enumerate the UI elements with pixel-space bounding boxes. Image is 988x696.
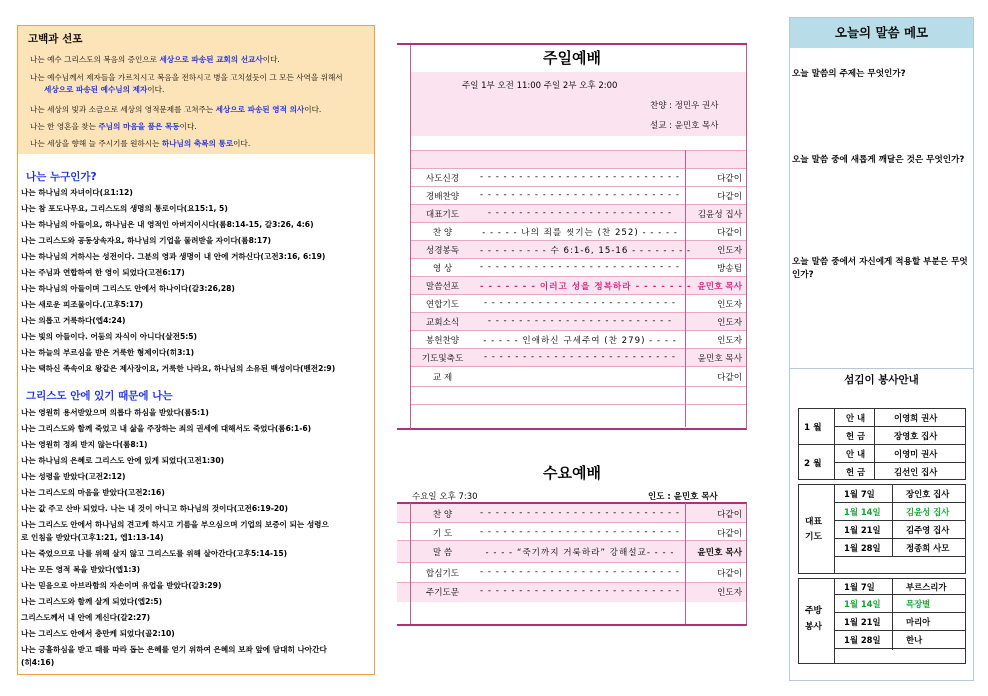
sunday-choir: 찬양 : 정민우 권사 xyxy=(650,101,719,111)
table-right-edge xyxy=(746,45,747,429)
right-panel xyxy=(789,17,974,681)
wed-item-person: 다같이 xyxy=(717,510,742,520)
because-line: 나는 그리스도와 함께 죽었고 내 삶을 주장하는 죄의 권세에 대해서도 죽었다(롬6:1-6) xyxy=(21,424,312,433)
who-line: 나는 하나님의 자녀이다(요1:12) xyxy=(21,188,133,197)
who-line: 나는 의롭고 거룩하다(엡4:24) xyxy=(21,316,126,325)
wednesday-bottom-rule xyxy=(397,624,747,626)
because-line: 나는 그리스도 안에서 하나님의 견고케 하시고 기름을 부으심으며 기업의 보증이 되는 성령으 xyxy=(21,520,329,529)
sunday-item-person: 다같이 xyxy=(717,228,742,238)
memo-question-3: 오늘 말씀 중에서 자신에게 적용할 부분은 무엇인가? xyxy=(792,257,968,280)
because-line: 나는 그리스도와 함께 살게 되었다(엡2:5) xyxy=(21,597,163,606)
sunday-item-label: 말씀선포 xyxy=(425,282,460,292)
divider xyxy=(834,648,966,649)
confession-box xyxy=(18,26,374,154)
because-line: 나는 그리스도의 마음을 받았다(고전2:16) xyxy=(21,488,165,497)
prayer-label: 기도 xyxy=(805,532,822,542)
sunday-title: 주일예배 xyxy=(543,49,601,67)
sunday-item-label: 대표기도 xyxy=(425,210,460,220)
sunday-item-detail: - - - - - 인애하신 구세주여 (찬 279) - - - - xyxy=(483,336,677,346)
sunday-time: 주일 1부 오전 11:00 주일 2부 오후 2:00 xyxy=(462,81,618,91)
wednesday-time: 수요일 오후 7:30 xyxy=(412,492,478,502)
because-title: 그리스도 안에 있기 때문에 나는 xyxy=(26,390,173,402)
sunday-item-detail: - - - - - - - - - - - - - - - - - - - - - - - - xyxy=(487,208,673,218)
sunday-item-person: 인도자 xyxy=(717,336,742,346)
left-panel xyxy=(17,25,375,675)
wed-item-detail: - - - - - - - - - - - - - - - - - - - - - - - - - - xyxy=(480,527,680,537)
table-rule xyxy=(410,168,747,169)
table-rule xyxy=(397,522,747,523)
table-rule xyxy=(410,386,747,387)
sunday-item-person: 다같이 xyxy=(717,192,742,202)
because-line: 나는 영원히 정죄 받지 않는다(롬8:1) xyxy=(21,440,148,449)
sunday-item-label: 영 상 xyxy=(432,264,453,274)
prayer-date: 1월 21일 xyxy=(844,525,881,535)
because-line: 나는 하나님의 은혜로 그리스도 안에 있게 되었다(고전1:30) xyxy=(21,456,225,465)
wed-col-divider xyxy=(685,503,686,624)
who-line: 나는 택하신 족속이요 왕같은 제사장이요, 거룩한 나라요, 하나님의 소유된 백성이다(벧전2:9) xyxy=(21,364,336,373)
who-title: 나는 누구인가? xyxy=(26,171,97,183)
kitchen-label: 봉사 xyxy=(805,622,822,632)
wednesday-leader: 인도 : 윤민호 목사 xyxy=(648,492,718,502)
wed-item-label: 찬 양 xyxy=(432,510,453,520)
table-rule xyxy=(410,294,747,295)
divider xyxy=(834,426,966,427)
confession-line: 나는 세상을 향해 늘 주시기를 원하시는 하나님의 축복의 통로이다. xyxy=(30,139,251,148)
table-rule xyxy=(410,186,747,187)
sunday-item-detail: - - - - - - - - - - - - - - - - - - - - - - - - - - xyxy=(480,172,680,182)
service-role: 안 내 xyxy=(846,449,866,459)
kitchen-name: 한나 xyxy=(906,635,923,645)
table-rule xyxy=(410,330,747,331)
sunday-item-person: 인도자 xyxy=(717,300,742,310)
service-role: 헌 금 xyxy=(846,431,866,441)
divider xyxy=(834,594,966,595)
month-2-label: 2 월 xyxy=(804,459,822,469)
sunday-item-label: 사도신경 xyxy=(425,174,460,184)
wed-item-person: 다같이 xyxy=(717,529,742,539)
service-name: 장영호 집사 xyxy=(894,431,938,441)
divider xyxy=(798,444,966,445)
sunday-item-label: 찬 양 xyxy=(432,228,453,238)
sunday-item-label: 교회소식 xyxy=(425,318,460,328)
table-rule xyxy=(397,582,747,583)
table-rule xyxy=(410,204,747,205)
sunday-item-detail: - - - - - - - - - - - - - - - - - - - - - - - - - xyxy=(483,298,677,308)
prayer-date: 1월 14일 xyxy=(844,507,881,517)
table-rule xyxy=(410,258,747,259)
wed-item-detail: - - - - - - - - - - - - - - - - - - - - - - - - - - xyxy=(480,567,680,577)
divider xyxy=(790,368,973,369)
kitchen-name: 부르스리가 xyxy=(906,582,947,592)
sunday-item-person: 윤민호 목사 xyxy=(697,282,742,292)
table-rule xyxy=(410,276,747,277)
memo-question-1: 오늘 말씀의 주제는 무엇인가? xyxy=(792,69,906,79)
wed-item-person: 다같이 xyxy=(717,569,742,579)
who-line: 나는 주님과 연합하여 한 영이 되었다(고전6:17) xyxy=(21,268,185,277)
because-line: 나는 영원히 용서받았으며 의롭다 하심을 받았다(롬5:1) xyxy=(21,408,209,417)
divider xyxy=(834,556,966,557)
prayer-name: 김주영 집사 xyxy=(906,525,950,535)
sunday-item-label: 경배찬양 xyxy=(425,192,460,202)
wed-item-label: 말 씀 xyxy=(432,548,453,558)
sunday-preacher: 설교 : 윤민호 목사 xyxy=(650,121,719,131)
because-line: 나는 긍휼하심을 받고 때를 따라 돕는 은혜를 얻기 위하여 은혜의 보좌 앞에 담대히 나아간다 xyxy=(21,645,327,654)
month-1-label: 1 월 xyxy=(804,423,822,433)
who-line: 나는 빛의 아들이다. 어둠의 자식이 아니다(살전5:5) xyxy=(21,332,198,341)
sunday-item-label: 교 제 xyxy=(432,373,453,383)
sunday-item-detail: - - - - - 나의 죄를 씻기는 (찬 252) - - - - - xyxy=(482,228,678,238)
sunday-item-person: 인도자 xyxy=(717,318,742,328)
memo-title: 오늘의 말씀 메모 xyxy=(790,18,973,48)
divider xyxy=(892,578,893,650)
because-line: 그리스도께서 내 안에 계신다(갈2:27) xyxy=(21,613,151,622)
wed-item-person: 인도자 xyxy=(717,588,742,598)
wed-col-divider xyxy=(410,503,411,624)
wed-item-detail: - - - - - - - - - - - - - - - - - - - - - - - - - - xyxy=(480,586,680,596)
service-name: 이영미 권사 xyxy=(894,449,938,459)
table-rule xyxy=(410,366,747,367)
divider xyxy=(834,630,966,631)
because-line: 나는 죽었으므로 나를 위해 살지 않고 그리스도를 위해 살아간다(고후5:14-15) xyxy=(21,549,288,558)
sunday-item-person: 방송팀 xyxy=(717,264,742,274)
sunday-bottom-rule xyxy=(397,428,747,430)
because-line: 로 인침을 받았다(고후1:21, 엡1:13-14) xyxy=(21,533,164,542)
kitchen-date: 1월 14일 xyxy=(844,599,881,609)
sunday-item-detail: - - - - - - - - - - - - - - - - - - - - - - - - - xyxy=(483,352,677,362)
sunday-item-person: 인도자 xyxy=(717,246,742,256)
sunday-item-person: 다같이 xyxy=(717,174,742,184)
sunday-item-person: 다같이 xyxy=(717,373,742,383)
divider xyxy=(834,520,966,521)
confession-line: 나는 예수님께서 제자들을 가르치시고 복음을 전하시고 병을 고치셨듯이 그 모든 사역을 위해서 xyxy=(30,73,343,82)
prayer-name: 장인호 집사 xyxy=(906,489,950,499)
confession-line: 나는 예수 그리스도의 복음의 증인으로 세상으로 파송된 교회의 선교사이다. xyxy=(30,55,280,64)
because-line: 나는 값 주고 산바 되었다. 나는 내 것이 아니고 하나님의 것이다(고전6:19-20) xyxy=(21,504,288,513)
confession-title: 고백과 선포 xyxy=(28,33,83,45)
confession-line: 세상으로 파송된 예수님의 제자이다. xyxy=(44,85,165,94)
memo-question-2: 오늘 말씀 중에 새롭게 깨달은 것은 무엇인가? xyxy=(792,155,965,165)
who-line: 나는 하늘의 부르심을 받은 거룩한 형제이다(히3:1) xyxy=(21,348,195,357)
kitchen-name: 마리아 xyxy=(906,617,931,627)
kitchen-date: 1월 21일 xyxy=(844,617,881,627)
sunday-item-detail: - - - - - - - - - - - - - - - - - - - - - - - - xyxy=(487,316,673,326)
who-line: 나는 하나님의 아들이요, 하나님은 내 영적인 아버지이시다(롬8:14-15, 갈3:26, 4:6) xyxy=(21,220,314,229)
wed-right-edge xyxy=(746,503,747,624)
prayer-date: 1월 28일 xyxy=(844,543,881,553)
sunday-item-label: 기도및축도 xyxy=(421,354,464,364)
kitchen-name: 목장별 xyxy=(906,599,931,609)
service-role: 안 내 xyxy=(846,413,866,423)
divider xyxy=(834,538,966,539)
table-rule xyxy=(410,348,747,349)
kitchen-label: 주방 xyxy=(805,606,822,616)
divider xyxy=(834,462,966,463)
wed-item-person: 윤민호 목사 xyxy=(697,548,742,558)
who-line: 나는 그리스도와 공동상속자요, 하나님의 기업을 물려받을 자이다(롬8:17) xyxy=(21,236,271,245)
prayer-name: 김윤성 집사 xyxy=(906,507,950,517)
table-rule xyxy=(410,222,747,223)
wed-sermon-title: - - - - “죽기까지 거룩하라” 강해설교- - - - xyxy=(485,548,675,558)
sunday-item-label: 연합기도 xyxy=(425,300,460,310)
who-line: 나는 새로운 피조물이다.(고후5:17) xyxy=(21,300,144,309)
wed-item-label: 주기도문 xyxy=(425,588,460,598)
because-line: (히4:16) xyxy=(21,658,55,667)
who-line: 나는 참 포도나무요, 그리스도의 생명의 통로이다(요15:1, 5) xyxy=(21,204,228,213)
kitchen-date: 1월 28일 xyxy=(844,635,881,645)
because-line: 나는 그리스도 안에서 충만케 되었다(골2:10) xyxy=(21,629,175,638)
prayer-name: 정종희 사모 xyxy=(906,543,950,553)
because-line: 나는 믿음으로 아브라함의 자손이며 유업을 받았다(갈3:29) xyxy=(21,581,222,590)
wed-item-label: 합심기도 xyxy=(425,569,460,579)
table-rule xyxy=(410,240,747,241)
wed-item-label: 기 도 xyxy=(432,529,453,539)
because-line: 나는 성령을 받았다(고전2:12) xyxy=(21,472,126,481)
who-line: 나는 하나님의 아들이며 그리스도 안에서 하나이다(갈3:26,28) xyxy=(21,284,235,293)
divider xyxy=(834,612,966,613)
sunday-item-label: 성경봉독 xyxy=(425,246,460,256)
sunday-sermon-title: - - - - - - - 이러고 성을 정복하라 - - - - - - - xyxy=(480,282,692,292)
divider xyxy=(834,578,835,664)
divider xyxy=(834,502,966,503)
sunday-item-detail: - - - - - - - - - 수 6:1-6, 15-16 - - - - - - - - xyxy=(480,246,692,256)
service-role: 헌 금 xyxy=(846,467,866,477)
who-line: 나는 하나님의 거하시는 성전이다. 그분의 영과 생명이 내 안에 거하신다(고전3:16, 6:19) xyxy=(21,252,326,261)
sunday-item-person: 윤민호 목사 xyxy=(697,354,742,364)
sunday-item-person: 김윤성 집사 xyxy=(697,210,742,220)
sunday-top-rule xyxy=(397,43,747,45)
service-name: 이영희 권사 xyxy=(894,413,938,423)
kitchen-date: 1월 7일 xyxy=(844,582,875,592)
confession-line: 나는 한 영혼을 찾는 주님의 마음을 품은 목동이다. xyxy=(30,122,197,131)
table-rule xyxy=(410,312,747,313)
table-rule xyxy=(397,562,747,563)
wednesday-title: 수요예배 xyxy=(543,464,601,482)
table-rule xyxy=(397,540,747,541)
prayer-label: 대표 xyxy=(805,517,822,527)
sunday-item-detail: - - - - - - - - - - - - - - - - - - - - - - - - - - xyxy=(480,190,680,200)
service-name: 김선인 집사 xyxy=(894,467,938,477)
table-rule xyxy=(410,404,747,405)
because-line: 나는 모든 영적 복을 받았다(엡1:3) xyxy=(21,565,141,574)
table-rule xyxy=(410,150,747,151)
divider xyxy=(834,484,835,574)
service-title: 섬김이 봉사안내 xyxy=(844,374,919,386)
confession-line: 나는 세상의 빛과 소금으로 세상의 영적문제를 고쳐주는 세상으로 파송된 영적 의사이다. xyxy=(30,105,322,114)
sunday-item-label: 봉헌찬양 xyxy=(425,336,460,346)
sunday-row-band xyxy=(410,150,747,168)
wed-item-detail: - - - - - - - - - - - - - - - - - - - - - - - - - - xyxy=(480,508,680,518)
prayer-date: 1월 7일 xyxy=(844,489,875,499)
sunday-item-detail: - - - - - - - - - - - - - - - - - - - - - - - - - - xyxy=(480,262,680,272)
